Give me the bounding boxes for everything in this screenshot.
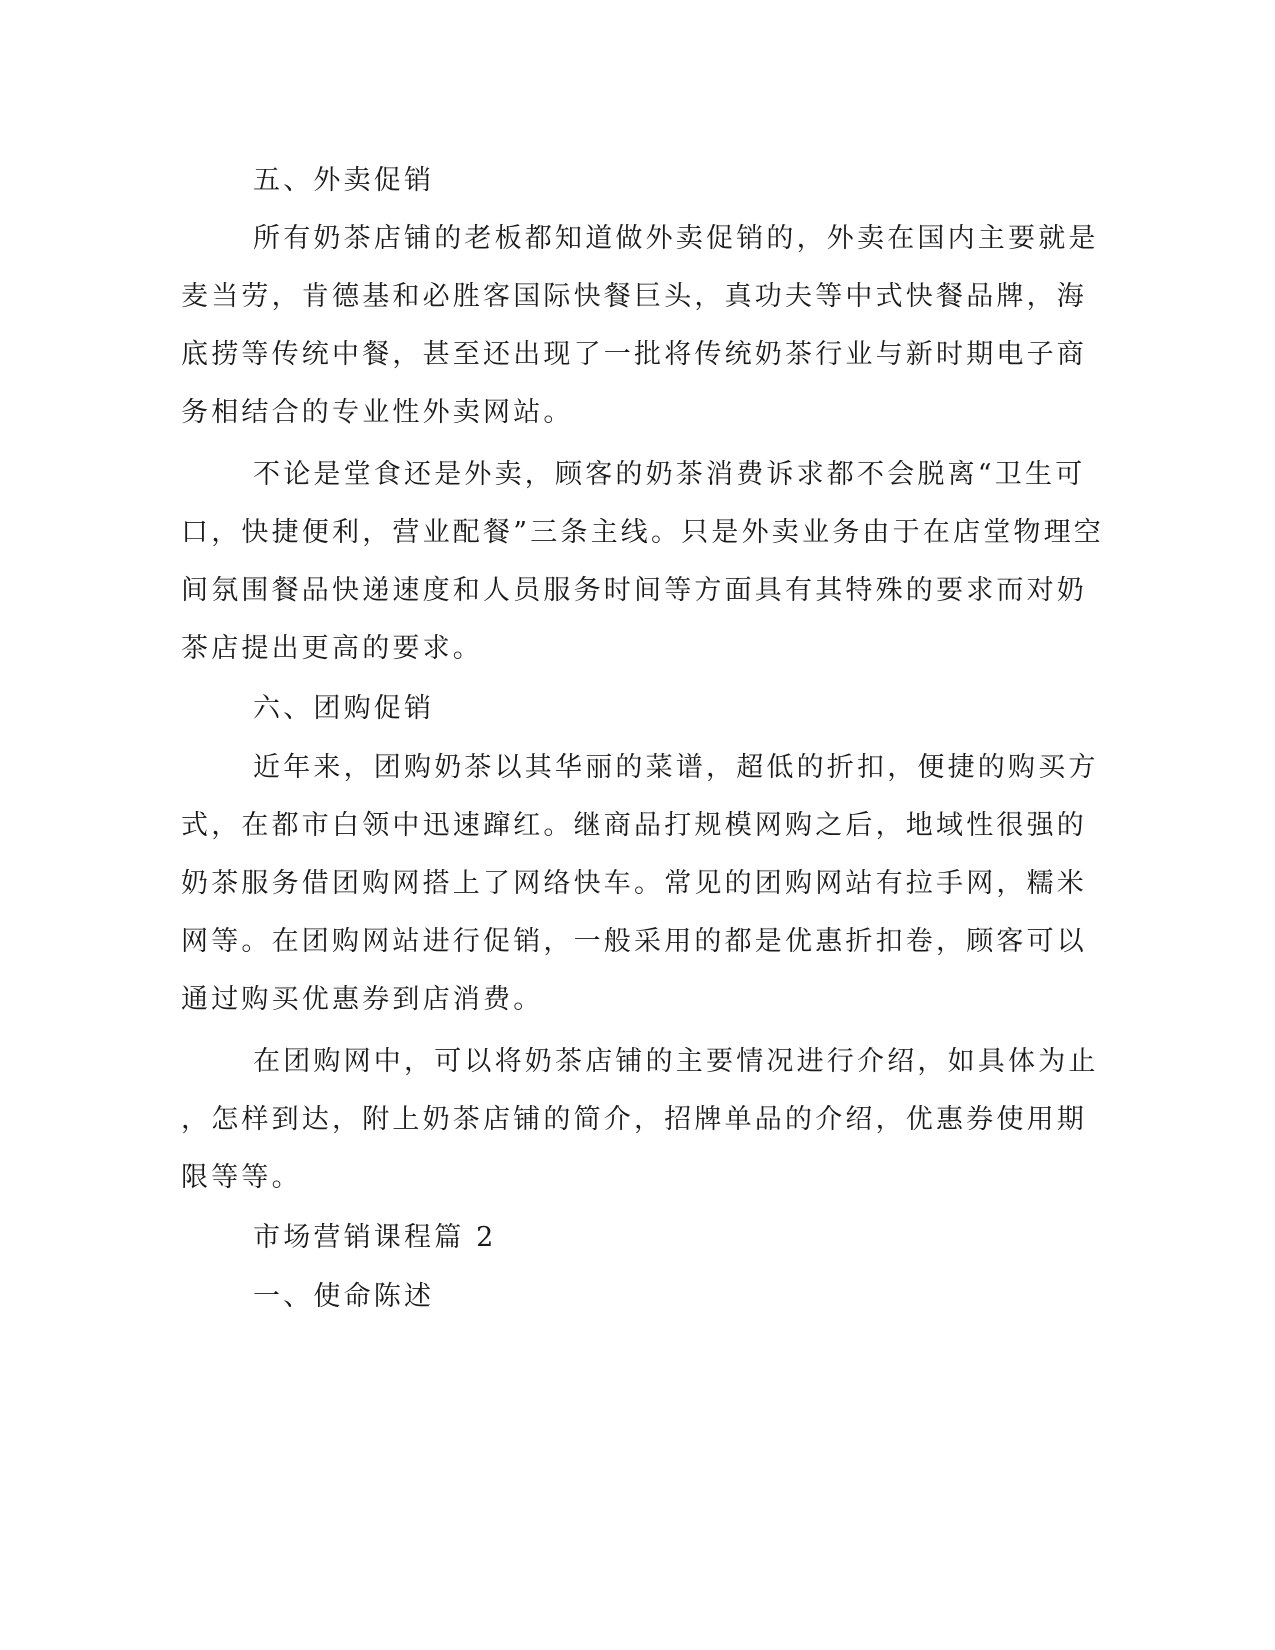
text-line: 麦当劳，肯德基和必胜客国际快餐巨头，真功夫等中式快餐品牌，海	[181, 281, 1087, 312]
text-line: 所有奶茶店铺的老板都知道做外卖促销的，外卖在国内主要就是	[253, 223, 1099, 254]
paragraph-groupbuy-intro	[181, 739, 1099, 1029]
text-line: 奶茶服务借团购网搭上了网络快车。常见的团购网站有拉手网，糯米	[181, 868, 1087, 899]
text-line: 在团购网中，可以将奶茶店铺的主要情况进行介绍，如具体为止	[253, 1046, 1099, 1077]
text-line: 间氛围餐品快递速度和人员服务时间等方面具有其特殊的要求而对奶	[181, 575, 1087, 606]
text-line: 近年来，团购奶茶以其华丽的菜谱，超低的折扣，便捷的购买方	[253, 752, 1099, 783]
text-line: 市场营销课程篇 2	[253, 1222, 497, 1253]
text-line: 茶店提出更高的要求。	[181, 633, 483, 664]
section-heading-groupbuy	[181, 680, 1041, 738]
text-line: 五、外卖促销	[253, 165, 435, 196]
article-heading-part2	[181, 1209, 1041, 1267]
text-line: 口，快捷便利，营业配餐”三条主线。只是外卖业务由于在店堂物理空	[181, 517, 1105, 548]
text-line: 一、使命陈述	[253, 1281, 435, 1312]
text-line: 式，在都市白领中迅速蹿红。继商品打规模网购之后，地域性很强的	[181, 810, 1087, 841]
paragraph-takeout-demand	[181, 446, 1105, 678]
section-heading-mission	[181, 1268, 1041, 1326]
text-line: 不论是堂食还是外卖，顾客的奶茶消费诉求都不会脱离“卫生可	[253, 459, 1086, 490]
section-heading-takeout	[181, 152, 1041, 210]
text-line: ，怎样到达，附上奶茶店铺的简介，招牌单品的介绍，优惠券使用期	[181, 1104, 1087, 1135]
text-line: 网等。在团购网站进行促销，一般采用的都是优惠折扣卷，顾客可以	[181, 926, 1087, 957]
text-line: 限等等。	[181, 1162, 302, 1193]
paragraph-groupbuy-details	[181, 1033, 1099, 1207]
text-line: 务相结合的专业性外卖网站。	[181, 397, 574, 428]
text-line: 六、团购促销	[253, 693, 435, 724]
text-line: 底捞等传统中餐，甚至还出现了一批将传统奶茶行业与新时期电子商	[181, 339, 1087, 370]
text-line: 通过购买优惠券到店消费。	[181, 984, 544, 1015]
paragraph-takeout-intro	[181, 210, 1099, 442]
